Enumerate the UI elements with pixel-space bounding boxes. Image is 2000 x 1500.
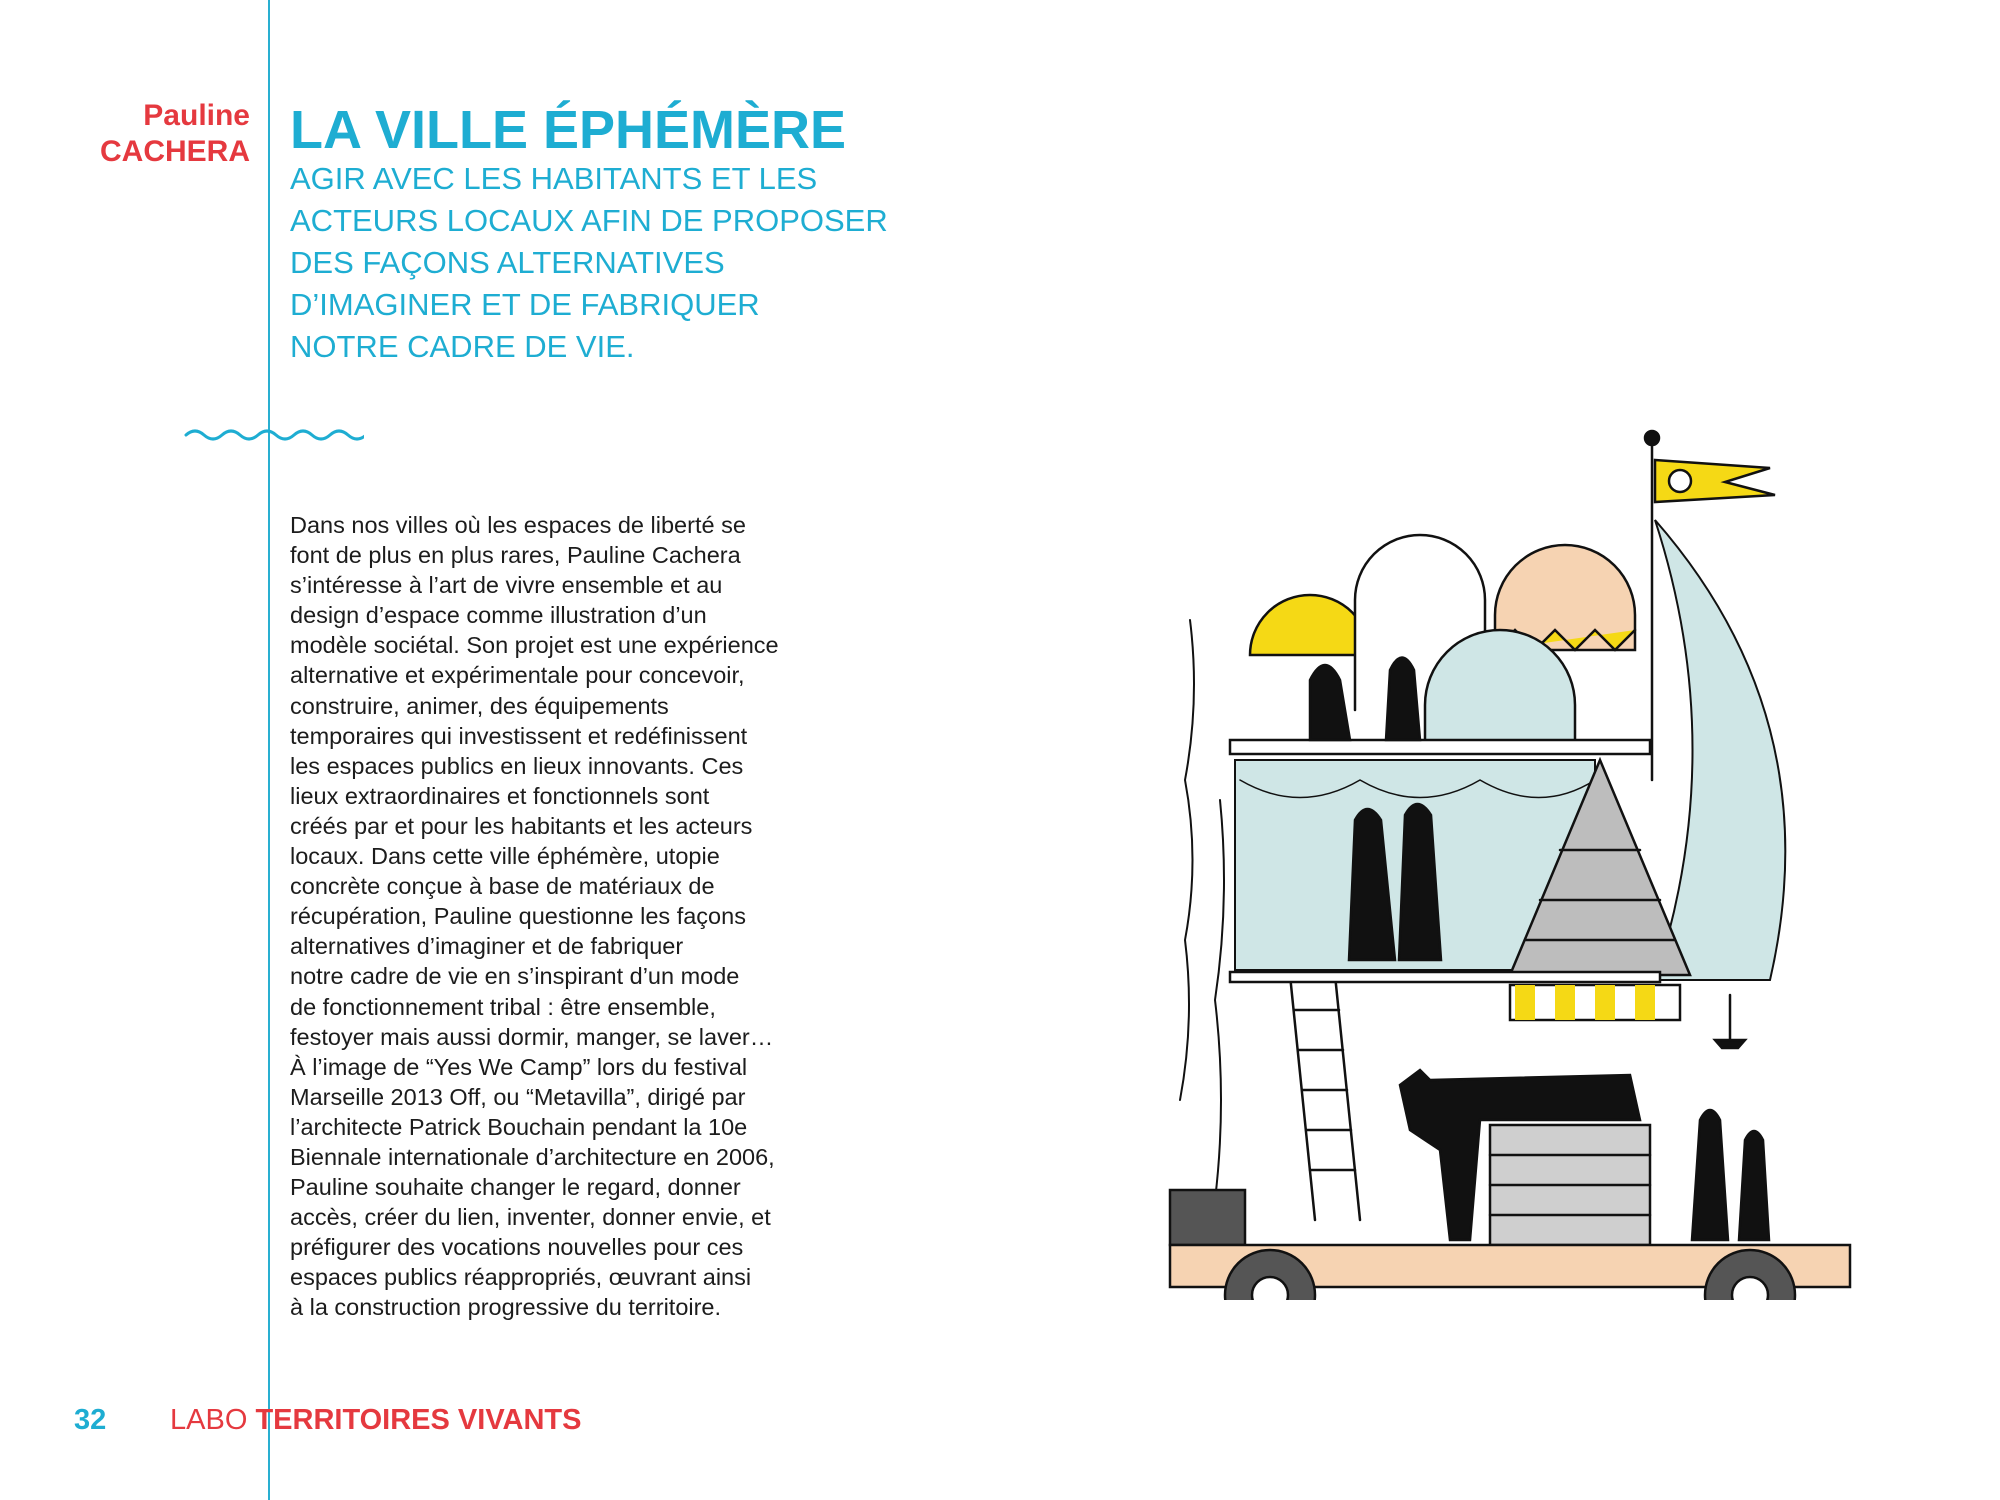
footer-title bbox=[170, 1404, 581, 1437]
body-line: récupération, Pauline questionne les façons bbox=[290, 903, 746, 930]
child-silhouette bbox=[1692, 1110, 1728, 1240]
body-line: accès, créer du lien, inventer, donner envie, et bbox=[290, 1204, 771, 1231]
wave-divider-icon bbox=[184, 425, 364, 445]
subtitle-line: AGIR AVEC LES HABITANTS ET LES bbox=[290, 161, 818, 196]
body-line: Dans nos villes où les espaces de liberté se bbox=[290, 512, 746, 538]
middle-deck bbox=[1230, 972, 1660, 982]
body-line: l’architecte Patrick Bouchain pendant la 10e bbox=[290, 1113, 748, 1140]
body-line: lieux extraordinaires et fonctionnels sont bbox=[290, 782, 710, 809]
author-first-name: Pauline bbox=[143, 99, 250, 132]
body-line: modèle sociétal. Son projet est une expérience bbox=[290, 632, 779, 659]
ladder bbox=[1290, 975, 1360, 1220]
body-line: À l’image de “Yes We Camp” lors du festival bbox=[290, 1053, 748, 1080]
author-last-name: CACHERA bbox=[100, 135, 250, 168]
footer-section: TERRITOIRES VIVANTS bbox=[255, 1404, 582, 1436]
body-line: créés par et pour les habitants et les acteurs bbox=[290, 812, 753, 839]
body-line: espaces publics réappropriés, œuvrant ainsi bbox=[290, 1264, 752, 1291]
subtitle-line: ACTEURS LOCAUX AFIN DE PROPOSER bbox=[290, 203, 888, 238]
climbing-plant bbox=[1180, 620, 1194, 1100]
page-number: 32 bbox=[74, 1404, 107, 1436]
body-line: préfigurer des vocations nouvelles pour ces bbox=[290, 1234, 744, 1261]
figure-silhouette bbox=[1310, 665, 1350, 740]
flag-emblem bbox=[1669, 470, 1691, 492]
body-line: temporaires qui investissent et redéfinissent bbox=[290, 722, 748, 749]
body-line: concrète conçue à base de matériaux de bbox=[290, 873, 715, 900]
subtitle bbox=[290, 158, 930, 368]
body-line: Marseille 2013 Off, ou “Metavilla”, dirigé par bbox=[290, 1083, 746, 1110]
body-line: les espaces publics en lieux innovants. Ces bbox=[290, 752, 744, 779]
body-line: s’intéresse à l’art de vivre ensemble et au bbox=[290, 572, 723, 599]
body-line: Biennale internationale d’architecture en 2006, bbox=[290, 1143, 775, 1170]
subtitle-line: D’IMAGINER ET DE FABRIQUER bbox=[290, 287, 760, 322]
subtitle-line: DES FAÇONS ALTERNATIVES bbox=[290, 245, 725, 280]
sail bbox=[1655, 520, 1785, 980]
striped-awning bbox=[1510, 985, 1680, 1020]
body-line: alternative et expérimentale pour concevoir, bbox=[290, 662, 745, 689]
body-line: à la construction progressive du territoire. bbox=[290, 1294, 722, 1321]
climbing-plant bbox=[1215, 800, 1224, 1200]
child-silhouette bbox=[1739, 1131, 1769, 1240]
body-line: design d’espace comme illustration d’un bbox=[290, 602, 707, 629]
author-name bbox=[100, 98, 250, 170]
ephemeral-city-cart-illustration bbox=[1070, 420, 1970, 1300]
body-line: locaux. Dans cette ville éphémère, utopie bbox=[290, 843, 720, 870]
body-line: festoyer mais aussi dormir, manger, se laver… bbox=[290, 1023, 774, 1050]
body-line: font de plus en plus rares, Pauline Cachera bbox=[290, 542, 741, 569]
margin-rule bbox=[268, 0, 270, 1500]
body-line: de fonctionnement tribal : être ensemble, bbox=[290, 993, 716, 1020]
top-deck bbox=[1230, 740, 1650, 754]
body-line: construire, animer, des équipements bbox=[290, 692, 669, 719]
body-line: alternatives d’imaginer et de fabriquer bbox=[290, 933, 684, 960]
body-line: notre cadre de vie en s’inspirant d’un mode bbox=[290, 963, 740, 990]
dome-yellow bbox=[1250, 595, 1370, 655]
shower-head bbox=[1715, 1040, 1745, 1048]
planter-box bbox=[1170, 1190, 1245, 1245]
page-title: LA VILLE ÉPHÉMÈRE bbox=[290, 100, 847, 160]
footer-labo: LABO bbox=[170, 1404, 248, 1436]
body-paragraph bbox=[290, 510, 930, 1323]
figure-silhouette bbox=[1386, 658, 1420, 741]
subtitle-line: NOTRE CADRE DE VIE. bbox=[290, 329, 635, 364]
flag-pole-knob bbox=[1645, 431, 1659, 445]
body-line: Pauline souhaite changer le regard, donner bbox=[290, 1174, 741, 1201]
